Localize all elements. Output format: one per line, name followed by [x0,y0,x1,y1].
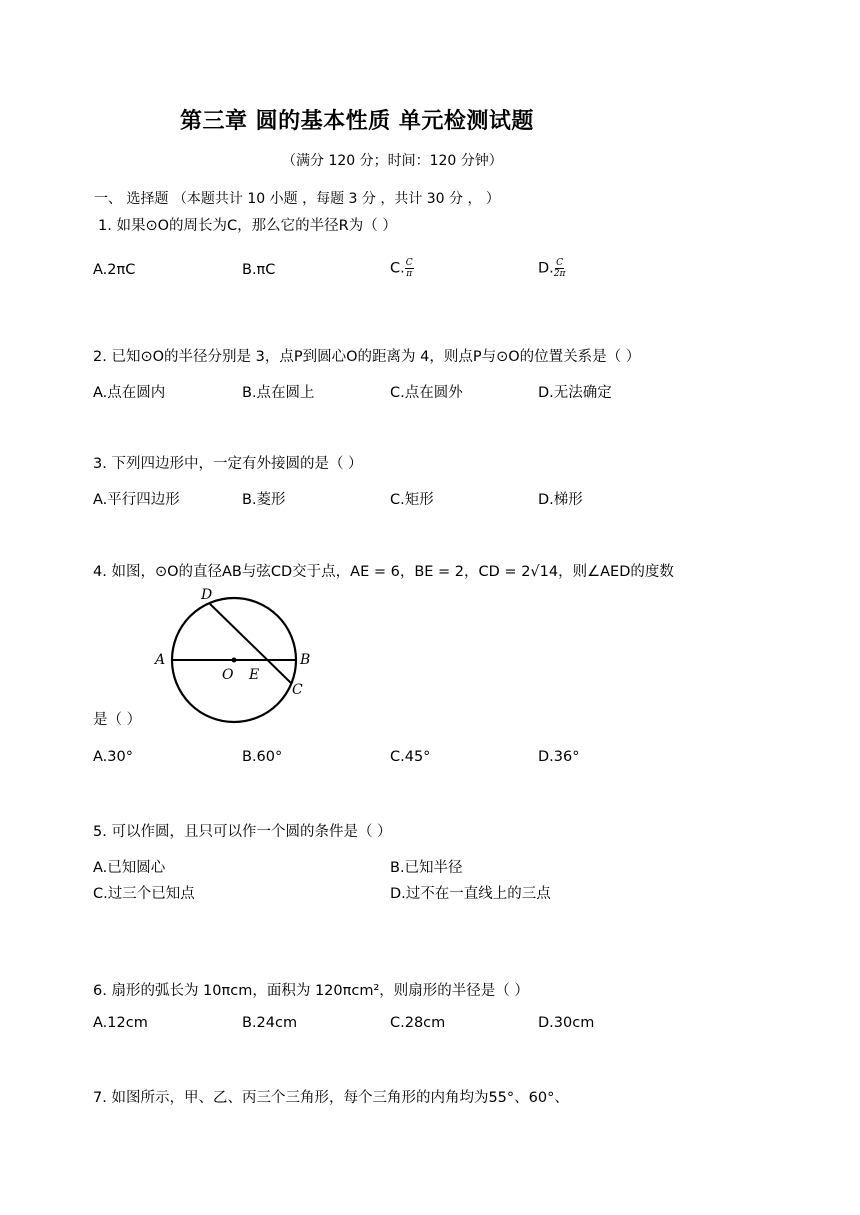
label-e: E [249,667,260,683]
q2-option-a: A.点在圆内 [93,385,166,401]
page-title: 第三章 圆的基本性质 单元检测试题 [180,109,534,134]
q5-option-d: D.过不在一直线上的三点 [390,886,551,902]
q3-option-d: D.梯形 [538,492,583,508]
q4-option-a: A.30° [93,749,133,765]
label-a: A [155,652,166,668]
q5-option-c: C.过三个已知点 [93,886,195,902]
q6-option-a: A.12cm [93,1015,148,1031]
label-c: C [292,682,303,698]
fraction: $\frac{C}{\pi}$ [405,258,413,279]
question-3: 3. 下列四边形中，一定有外接圆的是（ ） [93,456,363,472]
q6-option-c: C.28cm [390,1015,446,1031]
label-d: D [201,587,213,603]
question-7: 7. 如图所示，甲、乙、丙三个三角形，每个三角形的内角均为55°、60°、 [93,1090,569,1106]
q1-option-d: D. $\frac{C}{2\pi}$ [538,258,566,279]
q1-option-a: A.2πC [93,262,136,278]
q5-option-a: A.已知圆心 [93,860,166,876]
q3-option-c: C.矩形 [390,492,434,508]
q4-option-b: B.60° [242,749,283,765]
page-subtitle: （满分 120 分；时间：120 分钟） [282,153,503,169]
q3-option-b: B.菱形 [242,492,286,508]
q1-option-b: B.πC [242,262,276,278]
q5-option-b: B.已知半径 [390,860,463,876]
q1-option-c: C. $\frac{C}{\pi}$ [390,258,413,279]
q3-option-a: A.平行四边形 [93,492,180,508]
question-1: 1. 如果⊙O的周长为C，那么它的半径R为（ ） [98,218,397,234]
question-2: 2. 已知⊙O的半径分别是 3，点P到圆心O的距离为 4，则点P与⊙O的位置关系是（ ） [93,349,641,365]
q2-option-c: C.点在圆外 [390,385,463,401]
q6-option-b: B.24cm [242,1015,298,1031]
question-4-cont: 是（ ） [93,712,142,728]
q2-option-d: D.无法确定 [538,385,612,401]
question-6: 6. 扇形的弧长为 10πcm，面积为 120πcm²，则扇形的半径是（ ） [93,983,529,999]
q2-option-b: B.点在圆上 [242,385,315,401]
question-4: 4. 如图，⊙O的直径AB与弦CD交于点，AE = 6，BE = 2，CD = 2√14，则∠AED的度数 [93,564,674,580]
question-5: 5. 可以作圆，且只可以作一个圆的条件是（ ） [93,824,392,840]
section-heading: 一、 选择题 （本题共计 10 小题 ，每题 3 分 ，共计 30 分 ， ） [94,191,500,207]
center-point [232,658,237,663]
fraction: $\frac{C}{2\pi}$ [553,258,566,279]
q6-option-d: D.30cm [538,1015,595,1031]
label-b: B [300,652,311,668]
label-o: O [222,667,234,683]
q4-option-d: D.36° [538,749,580,765]
q4-option-c: C.45° [390,749,431,765]
circle-diagram [150,584,320,724]
